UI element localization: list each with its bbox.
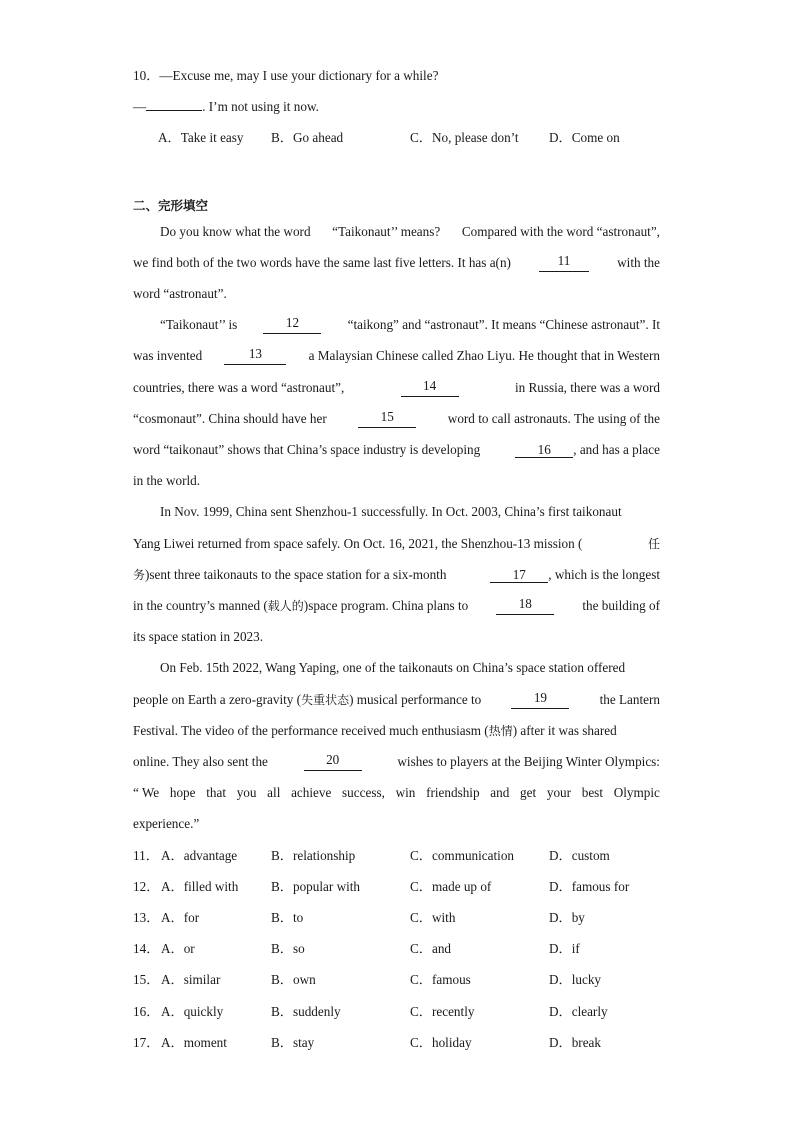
passage-text: with the bbox=[617, 255, 660, 270]
passage-p3-line3 bbox=[133, 566, 660, 584]
passage-word: all bbox=[267, 785, 281, 800]
passage-cjk-text: 载人的 bbox=[267, 599, 304, 613]
question-number: 14． bbox=[133, 941, 160, 956]
passage-p3-line4 bbox=[133, 597, 660, 615]
passage-p4-line6: experience.” bbox=[133, 816, 200, 831]
passage-p4-line2 bbox=[133, 691, 660, 709]
passage-word: and bbox=[490, 785, 510, 800]
passage-text: “Taikonaut’’ means? bbox=[332, 224, 441, 239]
option-c[interactable]: C．with bbox=[410, 910, 456, 925]
option-a[interactable]: A．filled with bbox=[161, 879, 239, 894]
option-b[interactable]: B．own bbox=[271, 972, 316, 987]
passage-cjk-text: 任 bbox=[647, 537, 660, 551]
passage-text: people on Earth a zero-gravity ( bbox=[133, 692, 302, 707]
passage-cjk-text: 务 bbox=[133, 568, 146, 582]
blank-12[interactable]: 12 bbox=[263, 316, 321, 334]
blank-11[interactable]: 11 bbox=[539, 254, 589, 272]
passage-text: Do you know what the word bbox=[160, 224, 311, 239]
blank-19[interactable]: 19 bbox=[511, 691, 569, 709]
passage-text: we find both of the two words have the same last five letters. It has a(n) bbox=[133, 255, 511, 270]
passage-text: )sent three taikonauts to the space station for a six-month bbox=[145, 567, 447, 582]
q10-option-b[interactable]: B．Go ahead bbox=[271, 130, 344, 145]
passage-word: Olympic bbox=[613, 785, 660, 800]
passage-p2-line4 bbox=[133, 410, 660, 428]
question-number: 17． bbox=[133, 1035, 160, 1050]
q10-option-d[interactable]: D．Come on bbox=[549, 130, 620, 145]
option-d[interactable]: D．clearly bbox=[549, 1004, 608, 1019]
passage-p1-line3: word “astronaut”. bbox=[133, 286, 227, 301]
option-a[interactable]: A．quickly bbox=[161, 1004, 224, 1019]
passage-text: Festival. The video of the performance received much enthusiasm ( bbox=[133, 723, 489, 738]
passage-cjk-text: 热情 bbox=[488, 724, 513, 738]
option-c[interactable]: C．communication bbox=[410, 848, 515, 863]
q10-dash: — bbox=[133, 99, 147, 114]
passage-text: the Lantern bbox=[599, 692, 660, 707]
passage-word: best bbox=[581, 785, 603, 800]
option-d[interactable]: D．custom bbox=[549, 848, 610, 863]
blank-16[interactable]: 16 bbox=[515, 443, 573, 458]
passage-text: in Russia, there was a word bbox=[514, 380, 660, 395]
blank-18[interactable]: 18 bbox=[496, 597, 554, 615]
passage-p2-line3 bbox=[133, 379, 660, 397]
option-a[interactable]: A．for bbox=[161, 910, 200, 925]
q10-prompt: 10．—Excuse me, may I use your dictionary for a while? bbox=[133, 68, 439, 83]
question-number: 16． bbox=[133, 1004, 160, 1019]
passage-text: word to call astronauts. The using of the bbox=[447, 411, 660, 426]
option-b[interactable]: B．stay bbox=[271, 1035, 315, 1050]
option-d[interactable]: D．break bbox=[549, 1035, 601, 1050]
passage-text: )space program. China plans to bbox=[303, 598, 469, 613]
blank-13[interactable]: 13 bbox=[224, 347, 286, 365]
passage-text: , and has a place bbox=[573, 442, 660, 457]
passage-cjk-text: 失重状态 bbox=[301, 693, 350, 707]
option-c[interactable]: C．and bbox=[410, 941, 452, 956]
passage-text: Yang Liwei returned from space safely. On Oct. 16, 2021, the Shenzhou-13 mission ( bbox=[133, 536, 583, 551]
option-b[interactable]: B．relationship bbox=[271, 848, 356, 863]
option-c[interactable]: C．famous bbox=[410, 972, 471, 987]
passage-p1-line2 bbox=[133, 254, 660, 272]
passage-text: “taikong” and “astronaut”. It means “Chinese astronaut”. It bbox=[347, 317, 660, 332]
option-d[interactable]: D．by bbox=[549, 910, 585, 925]
option-d[interactable]: D．famous for bbox=[549, 879, 630, 894]
question-number: 12． bbox=[133, 879, 160, 894]
passage-p1-line1 bbox=[160, 223, 660, 241]
passage-word: that bbox=[206, 785, 226, 800]
passage-text: ) musical performance to bbox=[349, 692, 482, 707]
passage-word: hope bbox=[169, 785, 196, 800]
blank-20[interactable]: 20 bbox=[304, 753, 362, 771]
passage-text: word “taikonaut” shows that China’s space industry is developing bbox=[133, 442, 481, 457]
q10-response-text: . I’m not using it now. bbox=[202, 99, 319, 114]
passage-text: countries, there was a word “astronaut”, bbox=[133, 380, 345, 395]
passage-word: win bbox=[395, 785, 416, 800]
passage-text: in the country’s manned ( bbox=[133, 598, 268, 613]
passage-text: was invented bbox=[133, 348, 203, 363]
passage-text: a Malaysian Chinese called Zhao Liyu. He thought that in Western bbox=[308, 348, 660, 363]
passage-text: wishes to players at the Beijing Winter Olympics: bbox=[397, 754, 660, 769]
passage-word: you bbox=[236, 785, 257, 800]
passage-p4-line3 bbox=[133, 722, 660, 740]
passage-p4-line4 bbox=[133, 753, 660, 771]
passage-p4-line5 bbox=[133, 784, 660, 802]
question-number: 11． bbox=[133, 848, 159, 863]
passage-text: “Taikonaut’’ is bbox=[160, 317, 238, 332]
question-number: 15． bbox=[133, 972, 160, 987]
passage-word: achieve bbox=[291, 785, 332, 800]
option-c[interactable]: C．made up of bbox=[410, 879, 492, 894]
passage-text: ) after it was shared bbox=[512, 723, 617, 738]
option-d[interactable]: D．if bbox=[549, 941, 580, 956]
passage-word: get bbox=[520, 785, 537, 800]
q10-answer-blank[interactable] bbox=[146, 110, 202, 111]
option-b[interactable]: B．so bbox=[271, 941, 305, 956]
option-c[interactable]: C．recently bbox=[410, 1004, 475, 1019]
passage-text: online. They also sent the bbox=[133, 754, 268, 769]
passage-p2-line1 bbox=[160, 316, 660, 334]
option-a[interactable]: A．similar bbox=[161, 972, 221, 987]
passage-p2-line2 bbox=[133, 347, 660, 365]
q10-response bbox=[133, 98, 319, 116]
option-b[interactable]: B．popular with bbox=[271, 879, 361, 894]
option-b[interactable]: B．to bbox=[271, 910, 304, 925]
option-d[interactable]: D．lucky bbox=[549, 972, 602, 987]
passage-p3-line2 bbox=[133, 535, 660, 553]
passage-word: success, bbox=[342, 785, 385, 800]
option-b[interactable]: B．suddenly bbox=[271, 1004, 341, 1019]
passage-text: , which is the longest bbox=[548, 567, 660, 582]
passage-text: Compared with the word “astronaut”, bbox=[461, 224, 660, 239]
option-a[interactable]: A．or bbox=[161, 941, 195, 956]
passage-word: friendship bbox=[426, 785, 480, 800]
option-a[interactable]: A．moment bbox=[161, 1035, 227, 1050]
q10-option-c[interactable]: C．No, please don’t bbox=[410, 130, 519, 145]
blank-17[interactable]: 17 bbox=[490, 568, 548, 583]
option-a[interactable]: A．advantage bbox=[161, 848, 238, 863]
passage-p4-line1: On Feb. 15th 2022, Wang Yaping, one of the taikonauts on China’s space station offered bbox=[160, 660, 626, 675]
blank-14[interactable]: 14 bbox=[401, 379, 459, 397]
passage-p3-line1: In Nov. 1999, China sent Shenzhou-1 successfully. In Oct. 2003, China’s first taikonaut bbox=[160, 504, 622, 519]
option-c[interactable]: C．holiday bbox=[410, 1035, 472, 1050]
passage-p3-line5: its space station in 2023. bbox=[133, 629, 264, 644]
passage-p2-line5 bbox=[133, 441, 660, 459]
passage-text: the building of bbox=[582, 598, 660, 613]
question-number: 13． bbox=[133, 910, 160, 925]
q10-option-a[interactable]: A．Take it easy bbox=[158, 130, 244, 145]
blank-15[interactable]: 15 bbox=[358, 410, 416, 428]
passage-word: your bbox=[546, 785, 572, 800]
section-heading: 二、完形填空 bbox=[133, 198, 209, 213]
passage-p2-line6: in the world. bbox=[133, 473, 201, 488]
passage-text: “cosmonaut”. China should have her bbox=[133, 411, 327, 426]
passage-word: “ We bbox=[133, 785, 160, 800]
